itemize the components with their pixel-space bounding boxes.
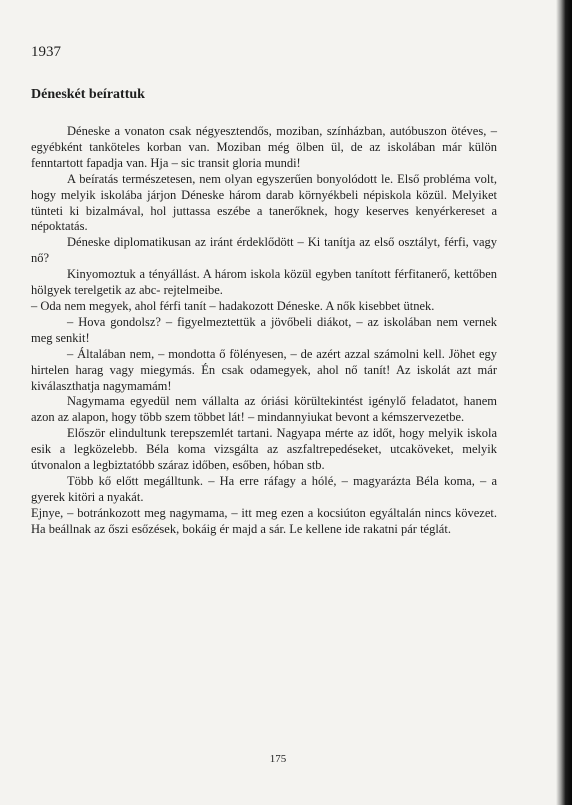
paragraph: – Oda nem megyek, ahol férfi tanít – hadakozott Déneske. A nők kisebbet ütnek. (31, 298, 435, 313)
paragraph: A beíratás természetesen, nem olyan egyszerűen bonyolódott le. Első probléma volt, hogy melyik iskolába járjon Déneske három darab környékbeli népiskola közül. Melyiket tünteti ki bizalmával, hol juttassa eszébe a tanerőknek, hogy keserves kenyérkereset a népoktatás. (31, 171, 497, 234)
paragraph: Először elindultunk terepszemlét tartani. Nagyapa mérte az időt, hogy melyik iskola esik a legközelebb. Béla koma vizsgálta az aszfaltrepedéseket, utcaköveket, melyik útvonalon a legbiztatóbb száraz időben, esőben, hóban stb. (31, 426, 497, 473)
body-text (31, 124, 497, 538)
page-number: 175 (269, 753, 287, 765)
paragraph: – Általában nem, – mondotta ő fölényesen, – de azért azzal számolni kell. Jöhet egy hirtelen harag vagy miegymás. Én csak odamegyek, ahol nő tanít! Az iskolát azt már kiválaszthatja nagymamám! (31, 346, 497, 393)
paragraph: Ejnye, – botránkozott meg nagymama, – itt meg ezen a kocsiúton egyáltalán nincs kövezet. Ha beállnak az őszi esőzések, bokáig ér majd a sár. Le kellene ide rakatni pár téglát. (31, 505, 497, 536)
paragraph: Több kő előtt megálltunk. – Ha erre ráfagy a hólé, – magyarázta Béla koma, – a gyerek kitöri a nyakát. (31, 473, 497, 504)
paragraph: Kinyomoztuk a tényállást. A három iskola közül egyben tanított férfitanerő, kettőben hölgyek terelgetik az abc- rejtelmeibe. (31, 267, 497, 298)
paragraph: Nagymama egyedül nem vállalta az óriási körültekintést igénylő feladatot, hanem azon az alapon, hogy több szem többet lát! – mindannyiukat bevont a kémszervezetbe. (31, 394, 497, 425)
chapter-title: Déneskét beírattuk (31, 87, 145, 102)
paragraph: Déneske a vonaton csak négyesztendős, moziban, színházban, autóbuszon ötéves, – egyébként tanköteles korban van. Moziban még ölben ül, de az iskolában már külön fenntartott fapadja van. Hja – sic transit gloria mundi! (31, 124, 497, 170)
book-spine-shadow (556, 0, 572, 805)
paragraph: Déneske diplomatikusan az iránt érdeklődött – Ki tanítja az első osztályt, férfi, vagy nő? (31, 235, 497, 266)
chapter-year: 1937 (31, 44, 61, 60)
paragraph: – Hova gondolsz? – figyelmeztettük a jövőbeli diákot, – az iskolában nem vernek meg senkit! (31, 314, 497, 345)
page-content (31, 44, 497, 538)
